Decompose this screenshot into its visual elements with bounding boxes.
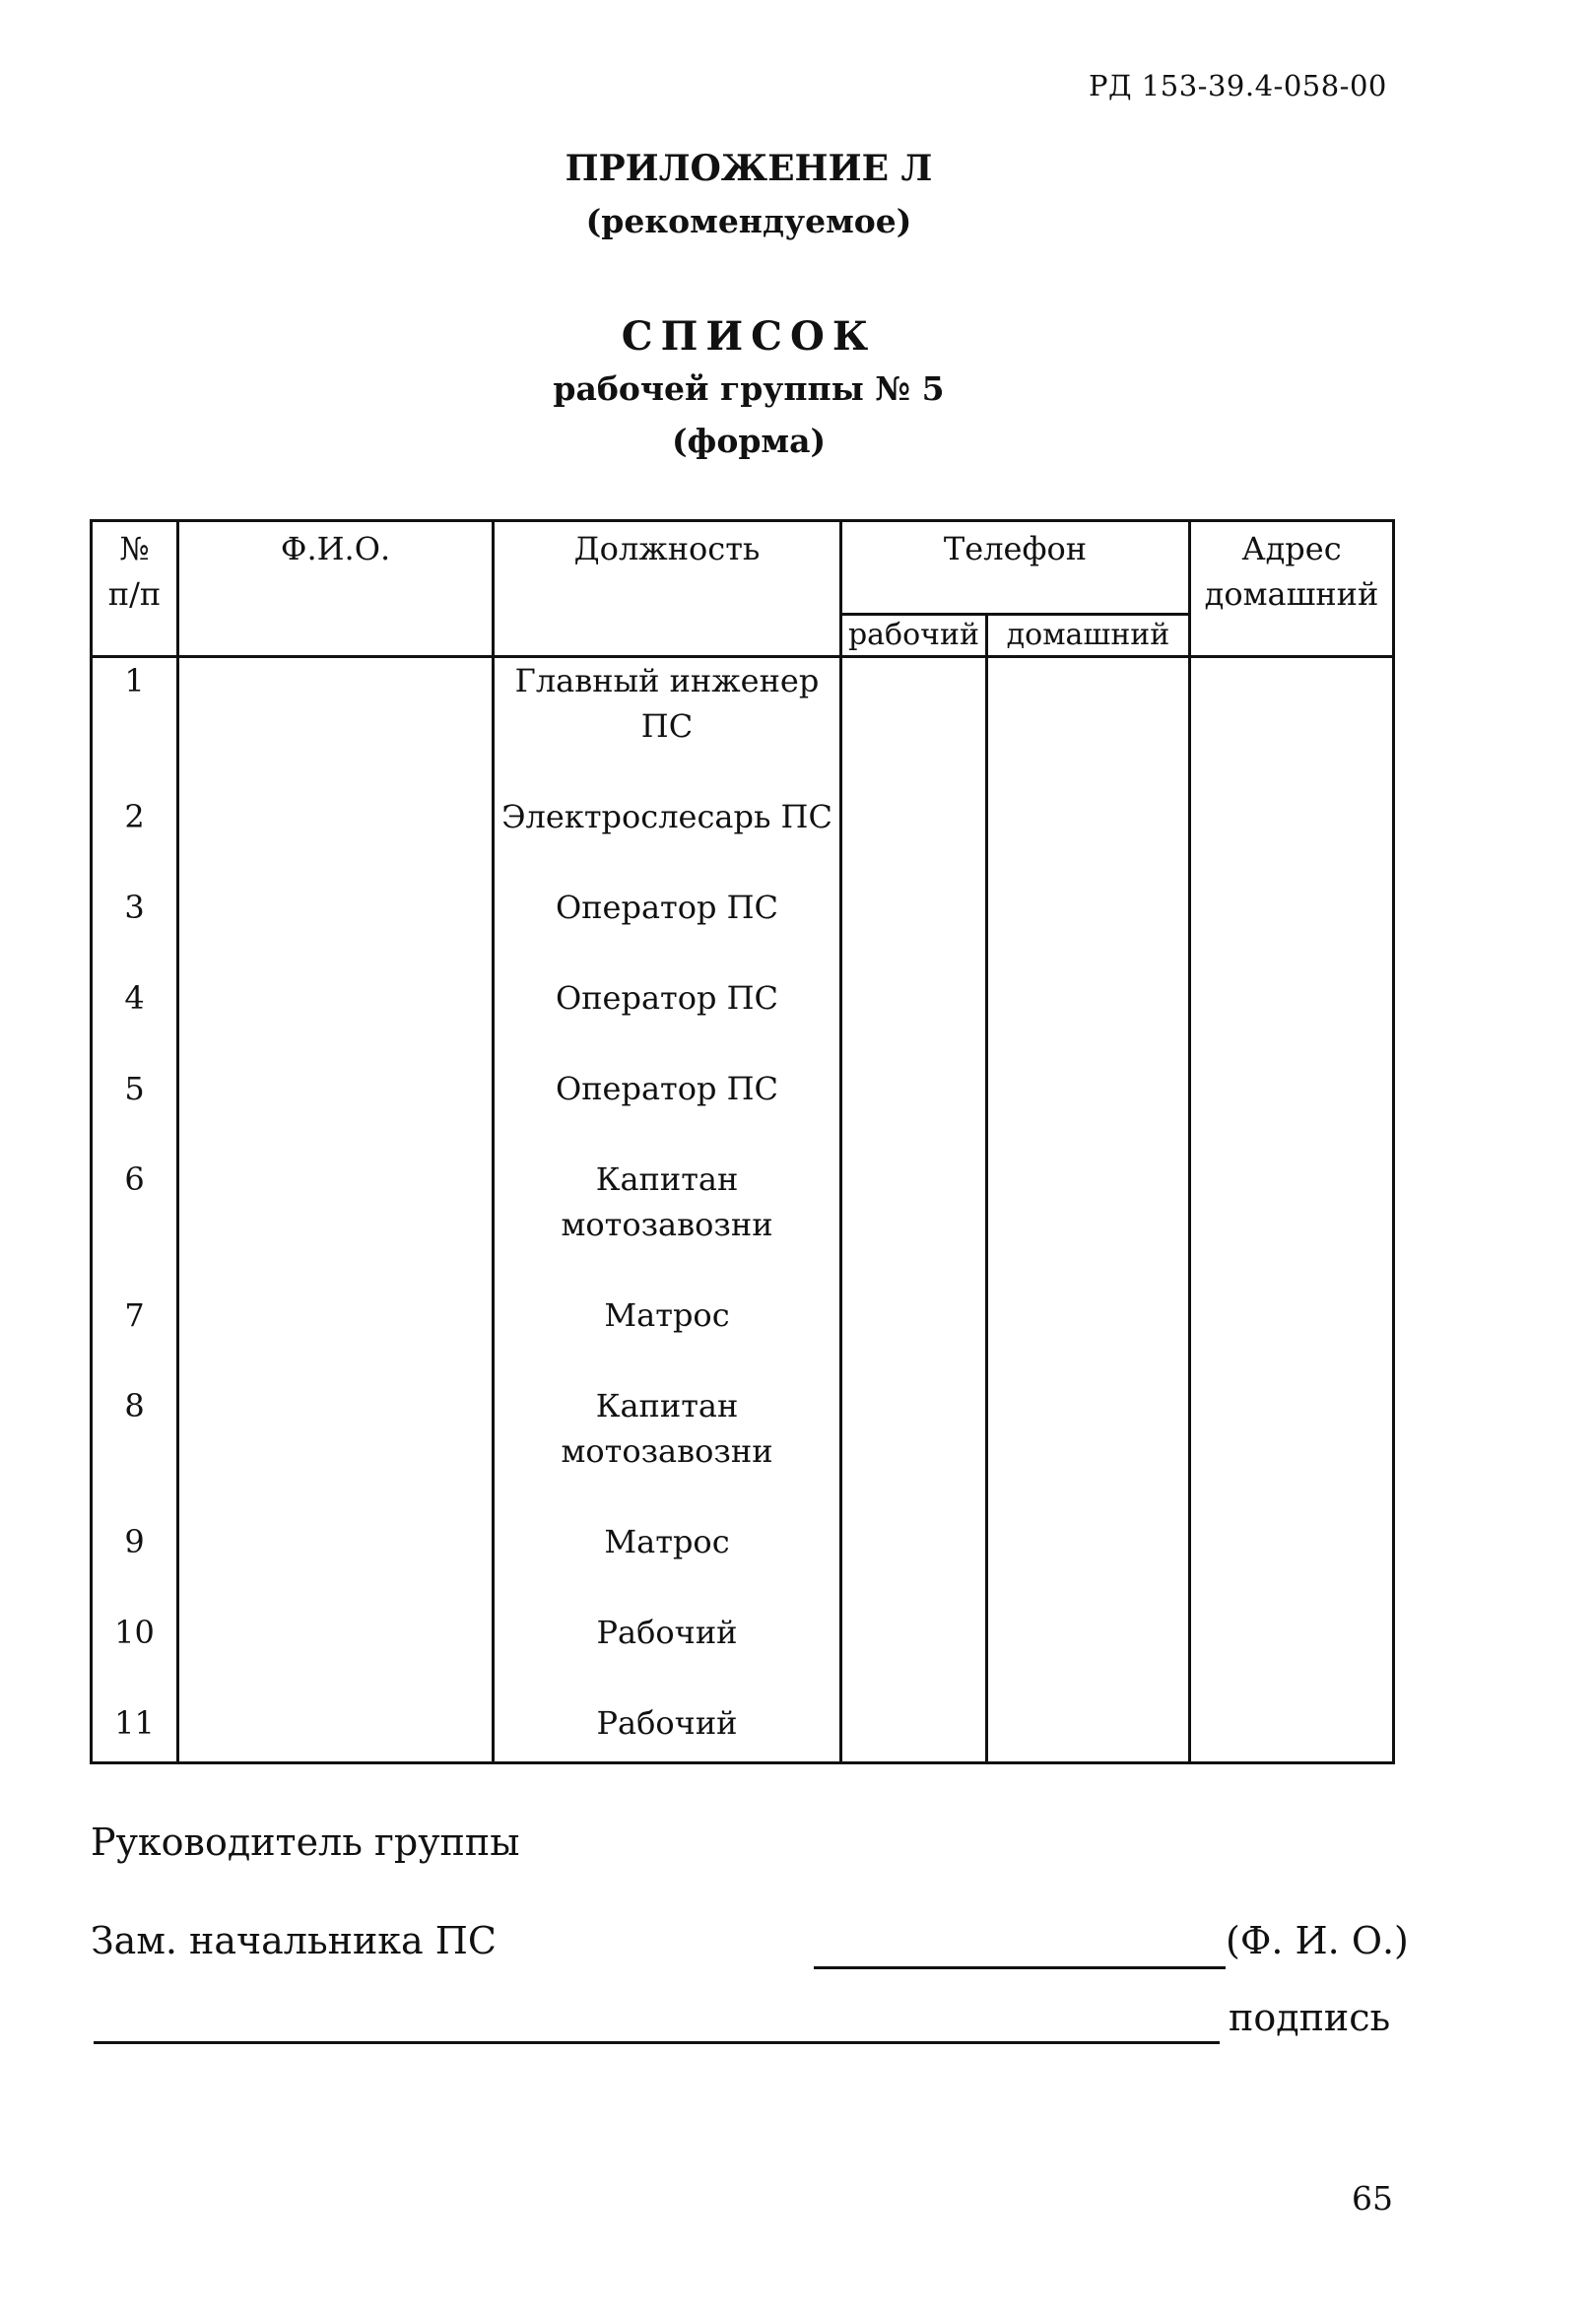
table-row <box>92 1157 1394 1292</box>
address-cell <box>1190 1610 1394 1700</box>
row-number: 2 <box>92 794 178 885</box>
phone-home-cell <box>987 1700 1190 1763</box>
phone-home-cell <box>987 1066 1190 1157</box>
position-cell <box>494 1700 841 1763</box>
position-cell <box>494 1519 841 1610</box>
table-row <box>92 1066 1394 1157</box>
page-number: 65 <box>1352 2179 1393 2218</box>
phone-home-cell <box>987 1292 1190 1383</box>
fio-cell <box>178 1066 494 1157</box>
document-code: РД 153-39.4-058-00 <box>1089 69 1387 102</box>
address-cell <box>1190 794 1394 885</box>
address-cell <box>1190 657 1394 795</box>
phone-home-cell <box>987 975 1190 1066</box>
header-number-line1: № <box>119 530 150 567</box>
table-row <box>92 1383 1394 1519</box>
position-line1: Рабочий <box>596 1704 738 1742</box>
phone-home-cell <box>987 1519 1190 1610</box>
position-cell <box>494 1383 841 1519</box>
phone-home-cell <box>987 1383 1190 1519</box>
phone-work-cell <box>841 1157 987 1292</box>
header-position: Должность <box>494 521 841 657</box>
table-row <box>92 1610 1394 1700</box>
position-line1: Электрослесарь ПС <box>501 798 832 835</box>
phone-work-cell <box>841 794 987 885</box>
fio-cell <box>178 1610 494 1700</box>
position-cell <box>494 885 841 975</box>
header-address-line2: домашний <box>1204 575 1379 613</box>
address-cell <box>1190 1383 1394 1519</box>
position-line2: мотозавозни <box>561 1206 773 1243</box>
phone-home-cell <box>987 794 1190 885</box>
fio-cell <box>178 657 494 795</box>
phone-work-cell <box>841 1292 987 1383</box>
position-line1: Капитан <box>595 1160 739 1198</box>
row-number: 11 <box>92 1700 178 1763</box>
appendix-note: (рекомендуемое) <box>585 202 912 240</box>
table-row <box>92 657 1394 795</box>
fio-cell <box>178 885 494 975</box>
fio-cell <box>178 794 494 885</box>
row-number: 3 <box>92 885 178 975</box>
header-phone: Телефон <box>841 521 1190 615</box>
header-address-line1: Адрес <box>1241 530 1342 567</box>
row-number: 7 <box>92 1292 178 1383</box>
table-row <box>92 1519 1394 1610</box>
header-address <box>1190 521 1394 657</box>
address-cell <box>1190 1066 1394 1157</box>
position-line2: мотозавозни <box>561 1432 773 1470</box>
phone-home-cell <box>987 885 1190 975</box>
address-cell <box>1190 1292 1394 1383</box>
table-row <box>92 885 1394 975</box>
row-number: 1 <box>92 657 178 795</box>
fio-underline <box>814 1966 1226 1969</box>
phone-home-cell <box>987 1157 1190 1292</box>
position-line1: Рабочий <box>596 1614 738 1651</box>
fio-cell <box>178 1519 494 1610</box>
position-line1: Оператор ПС <box>555 979 779 1017</box>
row-number: 8 <box>92 1383 178 1519</box>
fio-cell <box>178 1700 494 1763</box>
phone-work-cell <box>841 1519 987 1610</box>
deputy-label: Зам. начальника ПС <box>91 1919 497 1962</box>
position-line1: Оператор ПС <box>555 1070 779 1107</box>
phone-work-cell <box>841 1610 987 1700</box>
position-line1: Капитан <box>595 1387 739 1424</box>
fio-cell <box>178 1383 494 1519</box>
position-cell <box>494 794 841 885</box>
table-row <box>92 1700 1394 1763</box>
table-row <box>92 794 1394 885</box>
phone-work-cell <box>841 1383 987 1519</box>
header-phone-home: домашний <box>987 615 1190 657</box>
signature-underline <box>94 2041 1220 2044</box>
list-title: СПИСОК <box>621 313 877 360</box>
position-cell <box>494 975 841 1066</box>
address-cell <box>1190 1700 1394 1763</box>
address-cell <box>1190 1519 1394 1610</box>
address-cell <box>1190 885 1394 975</box>
position-cell <box>494 657 841 795</box>
phone-work-cell <box>841 885 987 975</box>
position-line1: Матрос <box>604 1296 730 1334</box>
position-cell <box>494 1157 841 1292</box>
address-cell <box>1190 975 1394 1066</box>
table-row <box>92 975 1394 1066</box>
phone-home-cell <box>987 1610 1190 1700</box>
position-line1: Главный инженер <box>514 662 820 699</box>
row-number: 10 <box>92 1610 178 1700</box>
signature-label: подпись <box>1229 1996 1391 2039</box>
position-line1: Матрос <box>604 1523 730 1560</box>
header-number <box>92 521 178 657</box>
row-number: 4 <box>92 975 178 1066</box>
row-number: 6 <box>92 1157 178 1292</box>
phone-home-cell <box>987 657 1190 795</box>
list-subtitle: рабочей группы № 5 <box>553 369 945 408</box>
table-row <box>92 1292 1394 1383</box>
position-cell <box>494 1066 841 1157</box>
fio-cell <box>178 1157 494 1292</box>
position-line1: Оператор ПС <box>555 889 779 926</box>
row-number: 9 <box>92 1519 178 1610</box>
form-label: (форма) <box>671 422 827 460</box>
fio-cell <box>178 975 494 1066</box>
fio-cell <box>178 1292 494 1383</box>
header-number-line2: п/п <box>107 575 162 613</box>
row-number: 5 <box>92 1066 178 1157</box>
work-group-table <box>90 519 1395 1764</box>
phone-work-cell <box>841 1066 987 1157</box>
appendix-title: ПРИЛОЖЕНИЕ Л <box>565 148 933 189</box>
position-cell <box>494 1610 841 1700</box>
phone-work-cell <box>841 657 987 795</box>
phone-work-cell <box>841 1700 987 1763</box>
phone-work-cell <box>841 975 987 1066</box>
address-cell <box>1190 1157 1394 1292</box>
fio-label: (Ф. И. О.) <box>1226 1919 1409 1962</box>
header-fio: Ф.И.О. <box>178 521 494 657</box>
group-leader-label: Руководитель группы <box>91 1821 520 1864</box>
header-phone-work: рабочий <box>841 615 987 657</box>
position-cell <box>494 1292 841 1383</box>
position-line2: ПС <box>640 707 694 745</box>
